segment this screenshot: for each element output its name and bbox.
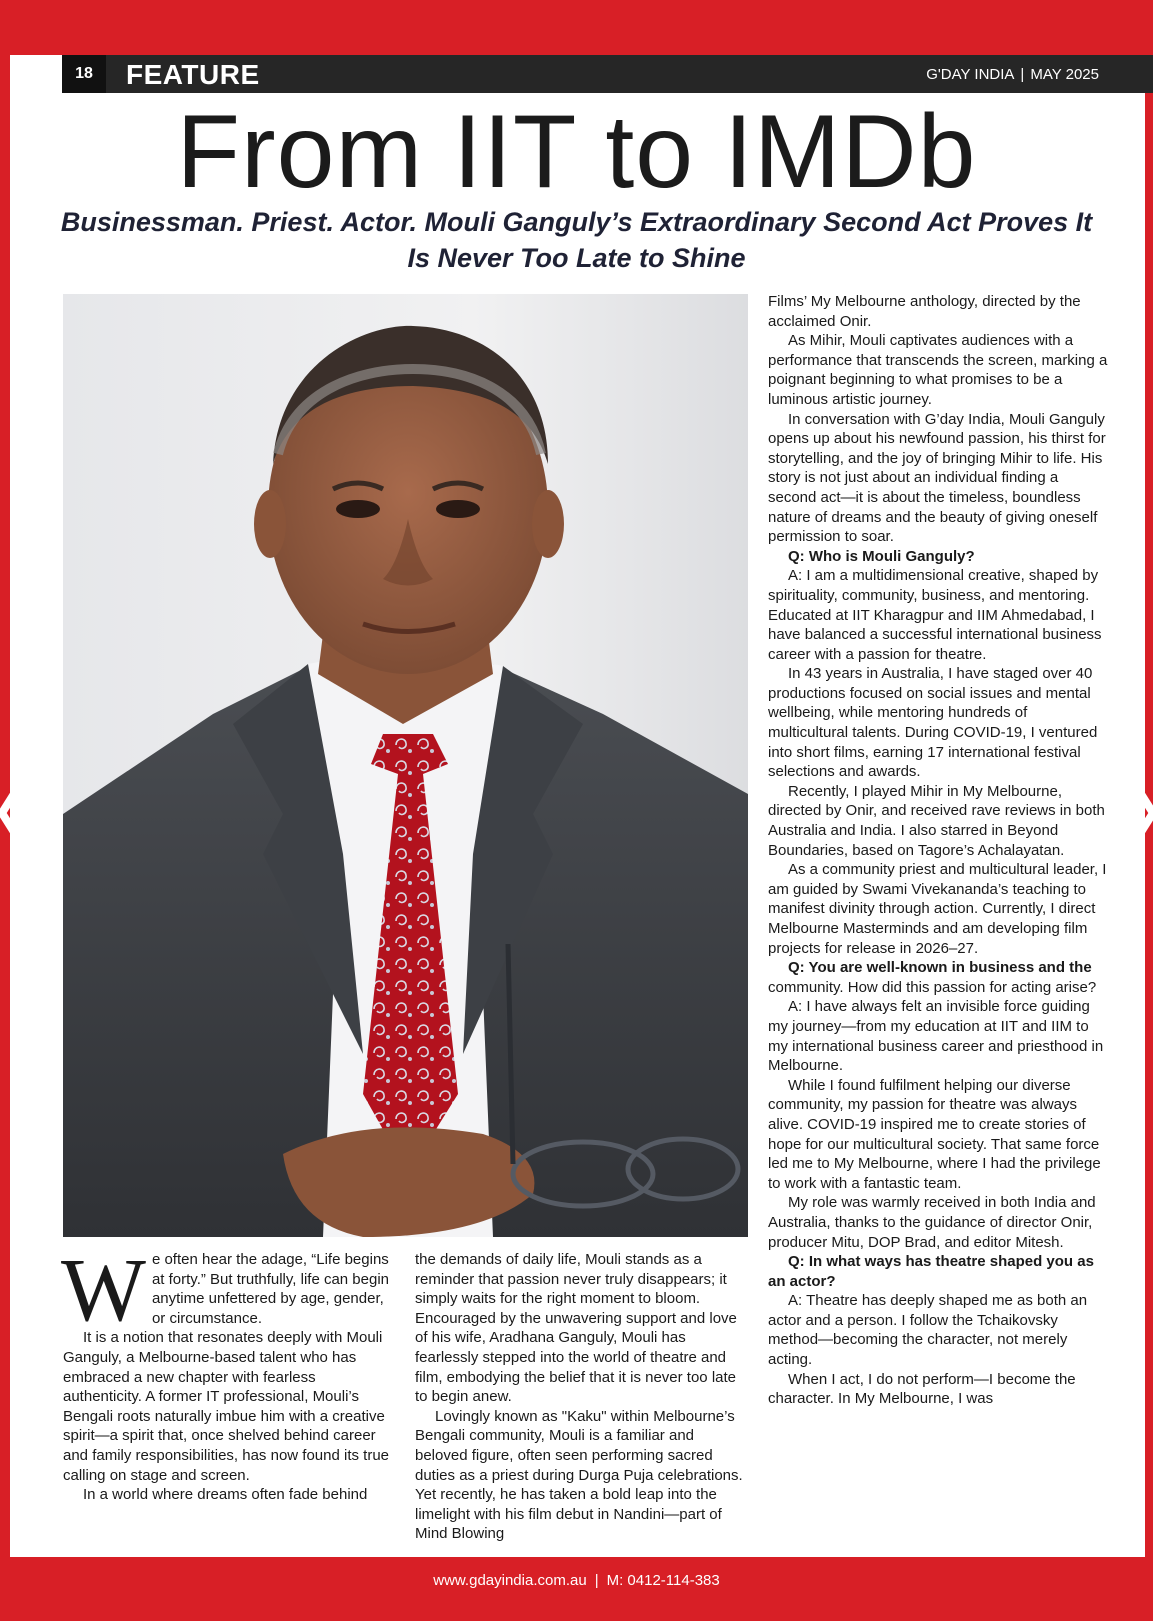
answer: A: Theatre has deeply shaped me as both an actor and a person. I follow the Tchaikovsky method—becoming the character, not merely acting.: [768, 1292, 1088, 1369]
column-3: [768, 292, 1108, 1409]
paragraph-text: e often hear the adage, “Life begins at forty.” But truthfully, life can begin anytime unfettered by age, gender, or circumstance.: [151, 1251, 390, 1327]
answer: While I found fulfilment helping our diverse community, my passion for theatre was always alive. COVID-19 inspired me to create stories of hope for our multicultural society. That same force led me to My Melbourne, where I had the privilege to work with a fantastic team.: [768, 1076, 1101, 1192]
website-link[interactable]: www.gdayindia.com.au: [433, 1572, 587, 1589]
paragraph: Films’ My Melbourne anthology, directed by the acclaimed Onir.: [768, 293, 1081, 330]
column-2: [415, 1250, 749, 1544]
paragraph: Lovingly known as "Kaku" within Melbourne’s Bengali community, Mouli is a familiar and beloved figure, often seen performing sacred duties as a priest during Durga Puja celebrations. Yet recently, he has taken a bold leap into the limelight with his film debut in Nandini—part of Mind Blowing: [415, 1407, 743, 1543]
question-bold: Q: You are well-known in business and the: [788, 959, 1092, 977]
paragraph: As Mihir, Mouli captivates audiences with a performance that transcends the screen, marking a poignant beginning to what promises to be a luminous artistic journey.: [768, 332, 1108, 408]
header-bar: [62, 55, 1153, 93]
footer-contact: [0, 1557, 1153, 1605]
phone-number: M: 0412-114-383: [606, 1572, 720, 1589]
answer: Recently, I played Mihir in My Melbourne, directed by Onir, and received rave reviews in both Australia and India. I also starred in Beyond Boundaries, based on Tagore’s Achalayatan.: [768, 782, 1105, 859]
previous-page-arrow-icon[interactable]: [0, 768, 32, 858]
question: Q: Who is Mouli Ganguly?: [788, 547, 975, 565]
section-label: FEATURE: [126, 59, 260, 90]
paragraph: [61, 1241, 393, 1340]
answer: When I act, I do not perform—I become the character. In My Melbourne, I was: [768, 1370, 1076, 1408]
next-page-arrow-icon[interactable]: [1123, 768, 1153, 858]
answer: A: I have always felt an invisible force guiding my journey—from my education at IIT and IIM to my international business career and priesthood in Melbourne.: [768, 998, 1104, 1075]
divider: |: [1020, 66, 1025, 83]
answer: My role was warmly received in both India and Australia, thanks to the guidance of director Onir, producer Mitu, DOP Brad, and editor Mitesh.: [768, 1194, 1096, 1251]
top-red-band: [0, 0, 1153, 55]
publication-info: [926, 55, 1099, 95]
issue-date: MAY 2025: [1030, 66, 1099, 83]
question: [768, 958, 1108, 997]
paragraph: It is a notion that resonates deeply with Mouli Ganguly, a Melbourne-based talent who has embraced a new chapter with fearless authenticity. A former IT professional, Mouli’s Bengali roots naturally imbue him with a creative spirit—a spirit that, once shelved behind career and family responsibilities, has now found its true calling on stage and screen.: [63, 1329, 390, 1484]
paragraph: In conversation with G’day India, Mouli Ganguly opens up about his newfound passion, his thirst for storytelling, and the joy of bringing Mihir to life. His story is not just about an individual finding a second act—it is about the timeless, boundless nature of dreams and the beauty of giving oneself permission to soar.: [768, 410, 1106, 546]
answer: A: I am a multidimensional creative, shaped by spirituality, community, business, and mentoring. Educated at IIT Kharagpur and IIM Ahmedabad, I have balanced a successful international business career with a passion for theatre.: [768, 567, 1102, 663]
article-subtitle: Businessman. Priest. Actor. Mouli Ganguly’s Extraordinary Second Act Proves It Is Never Too Late to Shine: [60, 207, 1093, 273]
page-number: 18: [62, 55, 106, 93]
divider: |: [594, 1572, 599, 1589]
paragraph: the demands of daily life, Mouli stands as a reminder that passion never truly disappears; it simply waits for the right moment to bloom. Encouraged by the unwavering support and love of his wife, Aradhana Ganguly, Mouli has fearlessly stepped into the world of theatre and film, embodying the belief that it is never too late to begin anew.: [415, 1251, 737, 1406]
answer: In 43 years in Australia, I have staged over 40 productions focused on social issues and mental wellbeing, while mentoring hundreds of multicultural talents. During COVID-19, I ventured into short films, earning 17 international festival selections and awards.: [768, 665, 1098, 781]
portrait-photo: [63, 294, 748, 1237]
article-title: From IIT to IMDb: [176, 94, 977, 210]
paragraph: In a world where dreams often fade behind: [83, 1486, 368, 1504]
dropcap: W: [61, 1241, 146, 1340]
column-1: [61, 1241, 393, 1505]
portrait-illustration: [63, 294, 748, 1237]
question-rest: community. How did this passion for acting arise?: [768, 978, 1097, 996]
answer: As a community priest and multicultural leader, I am guided by Swami Vivekananda’s teaching to manifest divinity through action. Currently, I direct Melbourne Masterminds and am developing film projects for release in 2026–27.: [768, 861, 1107, 957]
question: Q: In what ways has theatre shaped you as an actor?: [768, 1253, 1094, 1290]
publication-name: G'DAY INDIA: [926, 66, 1015, 83]
